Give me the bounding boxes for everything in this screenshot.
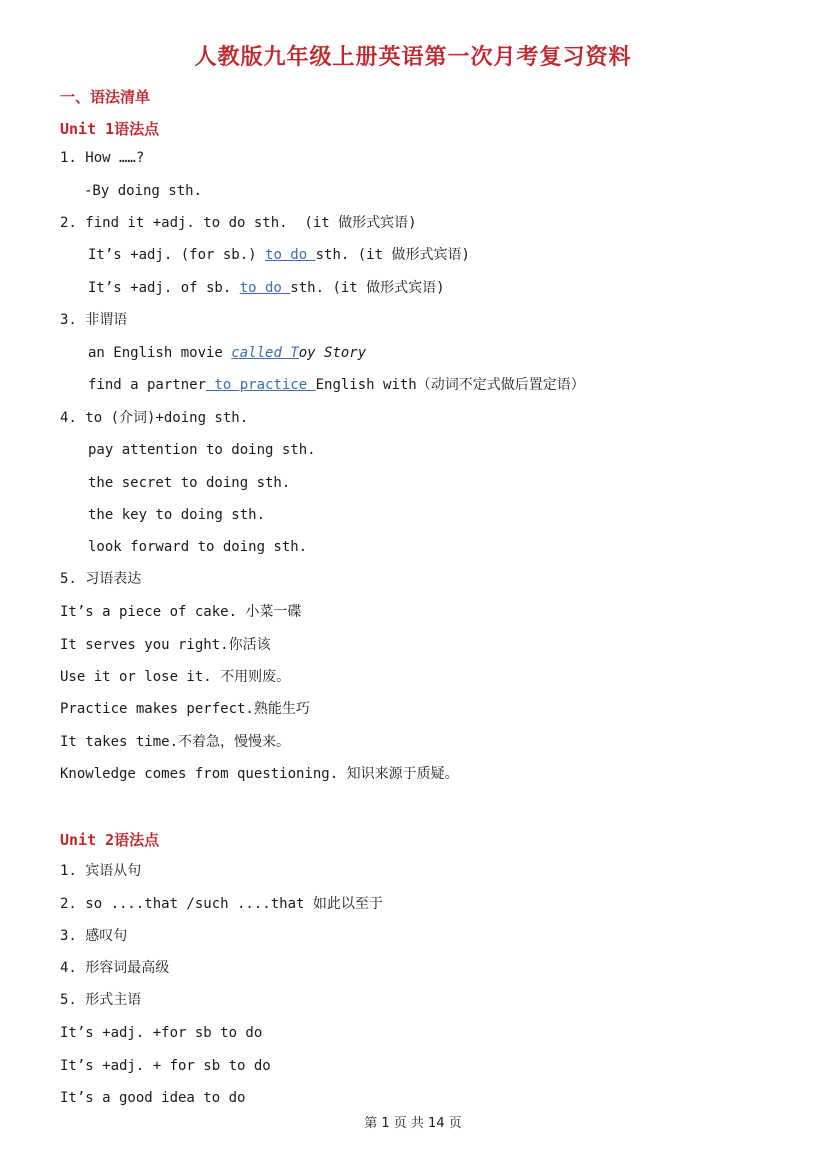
text-part: sth. (it 做形式宾语)	[315, 247, 470, 263]
text-part: It’s +adj. (for sb.)	[88, 247, 266, 263]
item-2b	[88, 245, 470, 265]
idiom: Use it or lose it. 不用则废。	[60, 669, 291, 685]
section-heading: 一、语法清单	[60, 88, 151, 106]
idiom: It takes time.不着急，慢慢来。	[60, 734, 291, 750]
unit1-heading: Unit 1语法点	[60, 120, 160, 138]
item-3: 3. 非谓语	[60, 312, 128, 328]
text-part: oy Story	[298, 345, 367, 361]
idiom: Knowledge comes from questioning. 知识来源于质疑。	[60, 766, 459, 782]
unit2-heading: Unit 2语法点	[60, 831, 160, 849]
underlined-text: to do	[239, 280, 291, 296]
text-part: find a partner	[88, 377, 207, 393]
u2-pattern: It’s a good idea to do	[60, 1090, 246, 1106]
underlined-text: to practice	[206, 377, 316, 393]
u2-item-3: 3. 感叹句	[60, 928, 128, 944]
u2-item-5: 5. 形式主语	[60, 992, 142, 1008]
item-4c: the key to doing sth.	[88, 507, 266, 523]
u2-pattern: It’s +adj. + for sb to do	[60, 1058, 271, 1074]
item-3b	[88, 375, 585, 395]
underlined-text: called T	[231, 345, 299, 361]
text-part: sth. (it 做形式宾语)	[290, 280, 445, 296]
page-footer: 第 1 页 共 14 页	[364, 1116, 462, 1131]
u2-item-2: 2. so ....that /such ....that 如此以至于	[60, 896, 383, 912]
item-1: 1. How ……?	[60, 150, 145, 166]
u2-item-1: 1. 宾语从句	[60, 863, 142, 879]
item-4a: pay attention to doing sth.	[88, 442, 316, 458]
item-1b: -By doing sth.	[84, 183, 203, 199]
item-5: 5. 习语表达	[60, 571, 142, 587]
item-3a	[88, 343, 366, 363]
underlined-text: to do	[265, 247, 316, 263]
page-title: 人教版九年级上册英语第一次月考复习资料	[194, 45, 632, 70]
item-2: 2. find it +adj. to do sth. (it 做形式宾语)	[60, 215, 417, 231]
idiom: It’s a piece of cake. 小菜一碟	[60, 604, 302, 620]
idiom: It serves you right.你活该	[60, 637, 271, 653]
item-4d: look forward to doing sth.	[88, 539, 308, 555]
item-4b: the secret to doing sth.	[88, 475, 291, 491]
item-4: 4. to (介词)+doing sth.	[60, 410, 249, 426]
u2-pattern: It’s +adj. +for sb to do	[60, 1025, 263, 1041]
idiom: Practice makes perfect.熟能生巧	[60, 701, 310, 717]
item-2c	[88, 278, 445, 298]
text-part: It’s +adj. of sb.	[88, 280, 240, 296]
text-part: an English movie	[88, 345, 232, 361]
text-part: English with（动词不定式做后置定语）	[315, 377, 585, 393]
u2-item-4: 4. 形容词最高级	[60, 960, 170, 976]
